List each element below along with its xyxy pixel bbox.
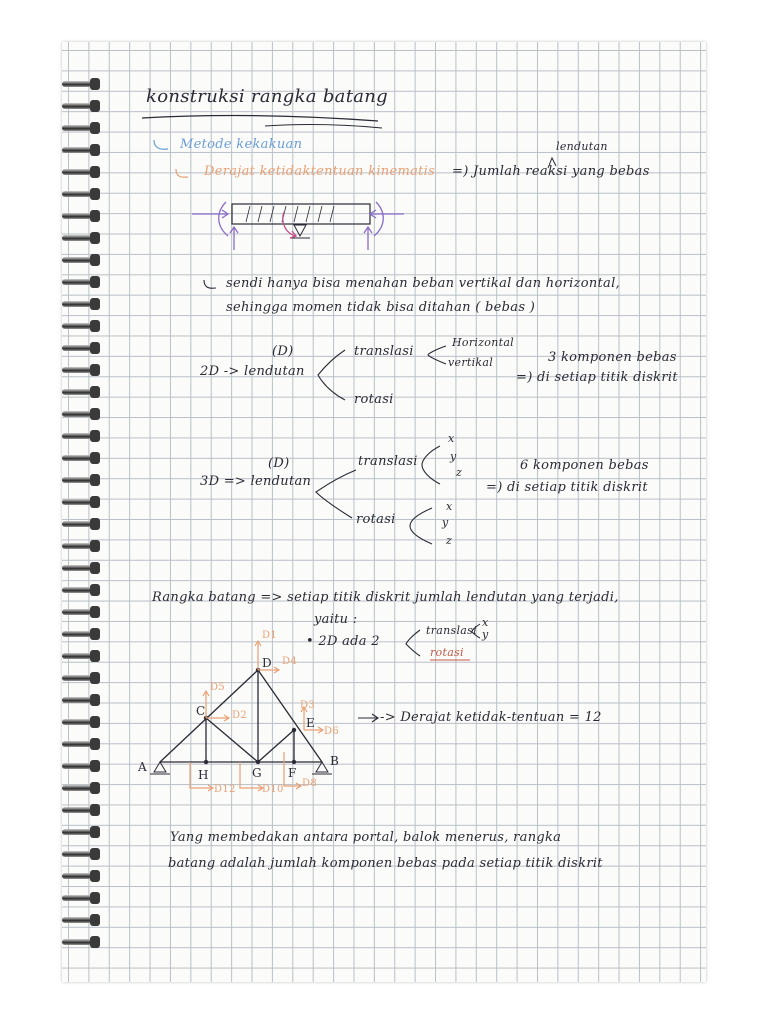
d3-translasi: translasi: [358, 454, 418, 469]
d2-vertikal: vertikal: [448, 356, 494, 369]
sendi-line-2: sehingga momen tidak bisa ditahan ( bebas ): [226, 300, 536, 315]
node-label-h: H: [198, 768, 209, 782]
rangka-line-1: Rangka batang => setiap titik diskrit jumlah lendutan yang terjadi,: [152, 590, 619, 605]
d3-translasi-y: y: [450, 450, 457, 463]
rangka-yaitu: yaitu :: [314, 612, 358, 627]
node-label-f: F: [288, 766, 297, 780]
node-label-c: C: [196, 704, 206, 718]
node-label-g: G: [252, 766, 262, 780]
subtopic-heading: Derajat ketidaktentuan kinematis: [204, 164, 436, 179]
d3-rotasi-x: x: [446, 500, 453, 513]
dof-d4: D4: [282, 656, 297, 667]
rangka-rotasi: rotasi: [430, 646, 464, 659]
node-label-b: B: [330, 754, 340, 768]
node-label-e: E: [306, 716, 316, 730]
dof-d10: D10: [262, 784, 284, 795]
rangka-x: x: [482, 616, 489, 629]
d2-d-label: (D): [272, 344, 294, 359]
d3-result-2: =) di setiap titik diskrit: [486, 480, 648, 495]
d2-left: 2D -> lendutan: [200, 364, 305, 379]
d3-rotasi-z: z: [446, 534, 453, 547]
d3-result-1: 6 komponen bebas: [520, 458, 649, 473]
d3-left: 3D => lendutan: [200, 474, 312, 489]
rangka-y: y: [482, 628, 489, 641]
derajat-result: -> Derajat ketidak-tentuan = 12: [380, 710, 602, 725]
method-heading: Metode kekakuan: [180, 137, 303, 152]
d3-translasi-z: z: [456, 466, 463, 479]
page-title: konstruksi rangka batang: [146, 86, 388, 107]
dof-d3: D3: [300, 700, 315, 711]
dof-d8: D8: [302, 778, 317, 789]
d2-horizontal: Horizontal: [452, 336, 514, 349]
node-label-a: A: [138, 760, 147, 774]
summary-line-1: Yang membedakan antara portal, balok menerus, rangka: [170, 830, 562, 845]
sendi-line-1: sendi hanya bisa menahan beban vertikal dan horizontal,: [226, 276, 620, 291]
dof-d6: D6: [324, 726, 339, 737]
node-label-d: D: [262, 656, 272, 670]
dof-d5: D5: [210, 682, 225, 693]
beam-diagram: [192, 202, 404, 250]
d2-result-1: 3 komponen bebas: [548, 350, 677, 365]
rangka-2d-ada: • 2D ada 2: [306, 634, 380, 649]
dof-d2: D2: [232, 710, 247, 721]
rangka-translasi: translasi: [426, 624, 477, 637]
d3-d-label: (D): [268, 456, 290, 471]
subtopic-result: =) Jumlah reaksi yang bebas: [452, 164, 650, 179]
dof-d12: D12: [214, 784, 236, 795]
d2-rotasi: rotasi: [354, 392, 394, 407]
lendutan-annotation: lendutan: [556, 140, 608, 153]
d3-rotasi-y: y: [442, 516, 449, 529]
summary-line-2: batang adalah jumlah komponen bebas pada setiap titik diskrit: [168, 856, 603, 871]
d2-result-2: =) di setiap titik diskrit: [516, 370, 678, 385]
dof-d1: D1: [262, 630, 277, 641]
d3-translasi-x: x: [448, 432, 455, 445]
d2-translasi: translasi: [354, 344, 414, 359]
d3-rotasi: rotasi: [356, 512, 396, 527]
